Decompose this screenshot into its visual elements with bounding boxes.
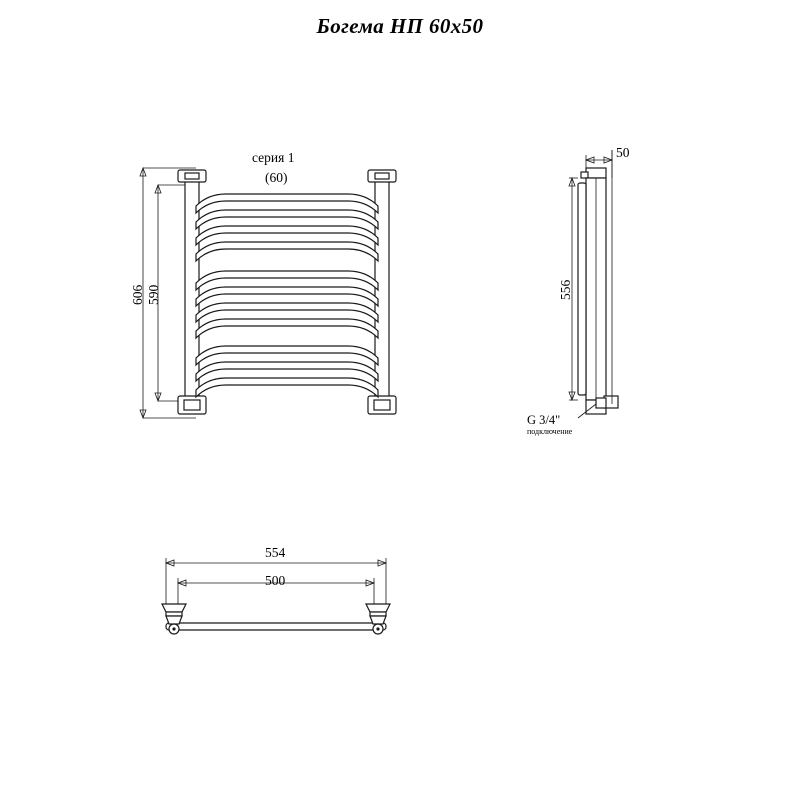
side-view-geometry bbox=[569, 150, 618, 418]
dim-depth-label: 50 bbox=[616, 145, 630, 160]
dim-outer-width-label: 554 bbox=[265, 545, 286, 560]
connection-label: G 3/4" bbox=[527, 413, 561, 427]
series-label: серия 1 bbox=[252, 150, 295, 165]
front-view-geometry bbox=[178, 170, 396, 414]
dim-side-height-label: 556 bbox=[558, 279, 573, 300]
series-count-label: (60) bbox=[265, 170, 288, 185]
connection-sublabel: подключение bbox=[527, 427, 573, 436]
top-view-geometry bbox=[162, 558, 390, 634]
dim-inner-width-label: 500 bbox=[265, 573, 286, 588]
dim-outer-height-label: 606 bbox=[130, 284, 145, 305]
dim-inner-height-label: 590 bbox=[146, 284, 161, 305]
page-title: Богема НП 60х50 bbox=[316, 14, 484, 38]
